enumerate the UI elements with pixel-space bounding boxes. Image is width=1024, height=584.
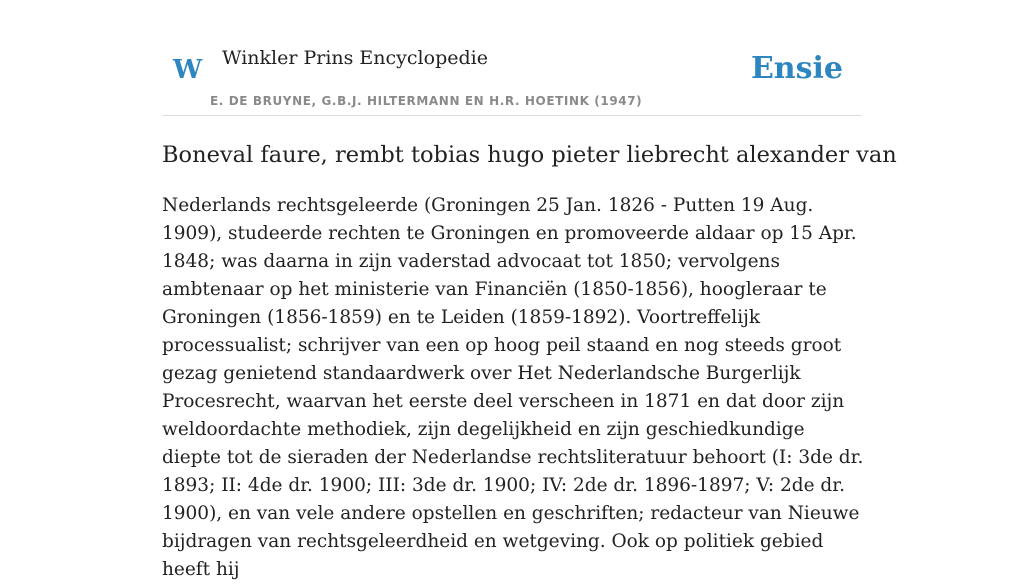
article-body: Nederlands rechtsgeleerde (Groningen 25 Jan. 1826 - Putten 19 Aug. 1909), studeerde rechten te Groningen en promoveerde aldaar op 15 Apr. 1848; was daarna in zijn vaderstad advocaat tot 1850; vervolgens ambtenaar op het ministerie van Financiën (1850-1856), hoogleraar te Groningen (1856-1859) en te Leiden (1859-1892). Voortreffelijk processualist; schrijver van een op hoog peil staand en nog steeds groot gezag genietend standaardwerk over Het Nederlandsche Burgerlijk Procesrecht, waarvan het eerste deel verscheen in 1871 en dat door zijn weldoordachte methodiek, zijn degelijkheid en zijn geschiedkundige diepte tot de sieraden der Nederlandse rechtsliteratuur behoort (I: 3de dr. 1893; II: 4de dr. 1900; III: 3de dr. 1900; IV: 2de dr. 1896-1897; V: 2de dr. 1900), en van vele andere opstellen en geschriften; redacteur van Nieuwe bijdragen van rechtsgeleerdheid en wetgeving. Ook op politiek gebied heeft hij [162,195,864,580]
encyclopedia-authors: E. DE BRUYNE, G.B.J. HILTERMANN EN H.R. HOETINK (1947) [210,94,643,108]
article-title: Boneval faure, rembt tobias hugo pieter liebrecht alexander van [162,142,897,168]
ensie-brand-link[interactable]: Ensie [750,51,843,86]
encyclopedia-title: Winkler Prins Encyclopedie [222,47,488,69]
winkler-prins-logo-icon[interactable]: W [173,55,203,85]
header-divider [162,115,862,116]
